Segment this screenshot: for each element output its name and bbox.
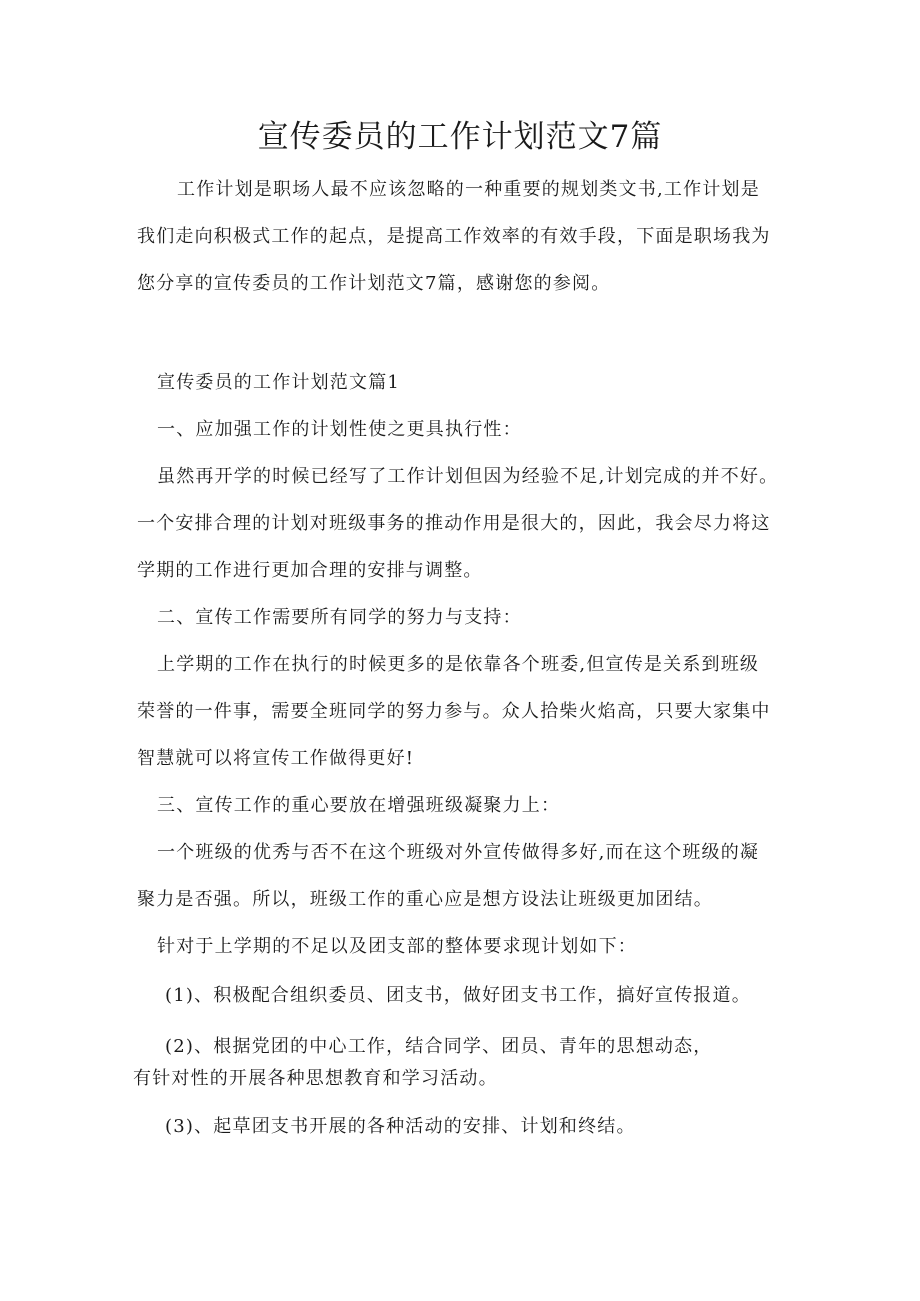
point2-line-3: 智慧就可以将宣传工作做得更好! [137,748,415,769]
point2-line-2: 荣誉的一件事，需要全班同学的努力参与。众人拾柴火焰高，只要大家集中 [137,701,771,722]
point1-line-1: 虽然再开学的时候已经写了工作计划但因为经验不足,计划完成的并不好。 [157,466,779,487]
document-title: 宣传委员的工作计划范文7篇 [257,119,663,155]
plan-item-2-line-1: (2)、根据党团的中心工作，结合同学、团员、青年的思想动态， [165,1036,713,1057]
point1-heading: 一、应加强工作的计划性使之更具执行性： [157,419,522,440]
point2-line-1: 上学期的工作在执行的时候更多的是依靠各个班委,但宣传是关系到班级 [157,654,760,675]
point1-line-2: 一个安排合理的计划对班级事务的推动作用是很大的，因此，我会尽力将这 [137,513,771,534]
point2-heading: 二、宣传工作需要所有同学的努力与支持： [157,607,522,628]
plan-intro: 针对于上学期的不足以及团支部的整体要求现计划如下： [157,936,637,957]
point3-heading: 三、宣传工作的重心要放在增强班级凝聚力上： [157,795,561,816]
plan-item-3: (3)、起草团支书开展的各种活动的安排、计划和终结。 [165,1116,636,1137]
point3-line-1: 一个班级的优秀与否不在这个班级对外宣传做得多好,而在这个班级的凝 [157,842,760,863]
intro-line-3: 您分享的宣传委员的工作计划范文7篇，感谢您的参阅。 [137,273,611,294]
point1-line-3: 学期的工作进行更加合理的安排与调整。 [137,560,483,581]
plan-item-2-line-2: 有针对性的开展各种思想教育和学习活动。 [133,1068,498,1089]
plan-item-1: (1)、积极配合组织委员、团支书，做好团支书工作，搞好宣传报道。 [165,985,751,1006]
section-heading: 宣传委员的工作计划范文篇1 [157,372,401,393]
intro-line-1: 工作计划是职场人最不应该忽略的一种重要的规划类文书,工作计划是 [177,179,760,200]
intro-line-2: 我们走向积极式工作的起点，是提高工作效率的有效手段，下面是职场我为 [137,226,771,247]
point3-line-2: 聚力是否强。所以，班级工作的重心应是想方设法让班级更加团结。 [137,889,713,910]
